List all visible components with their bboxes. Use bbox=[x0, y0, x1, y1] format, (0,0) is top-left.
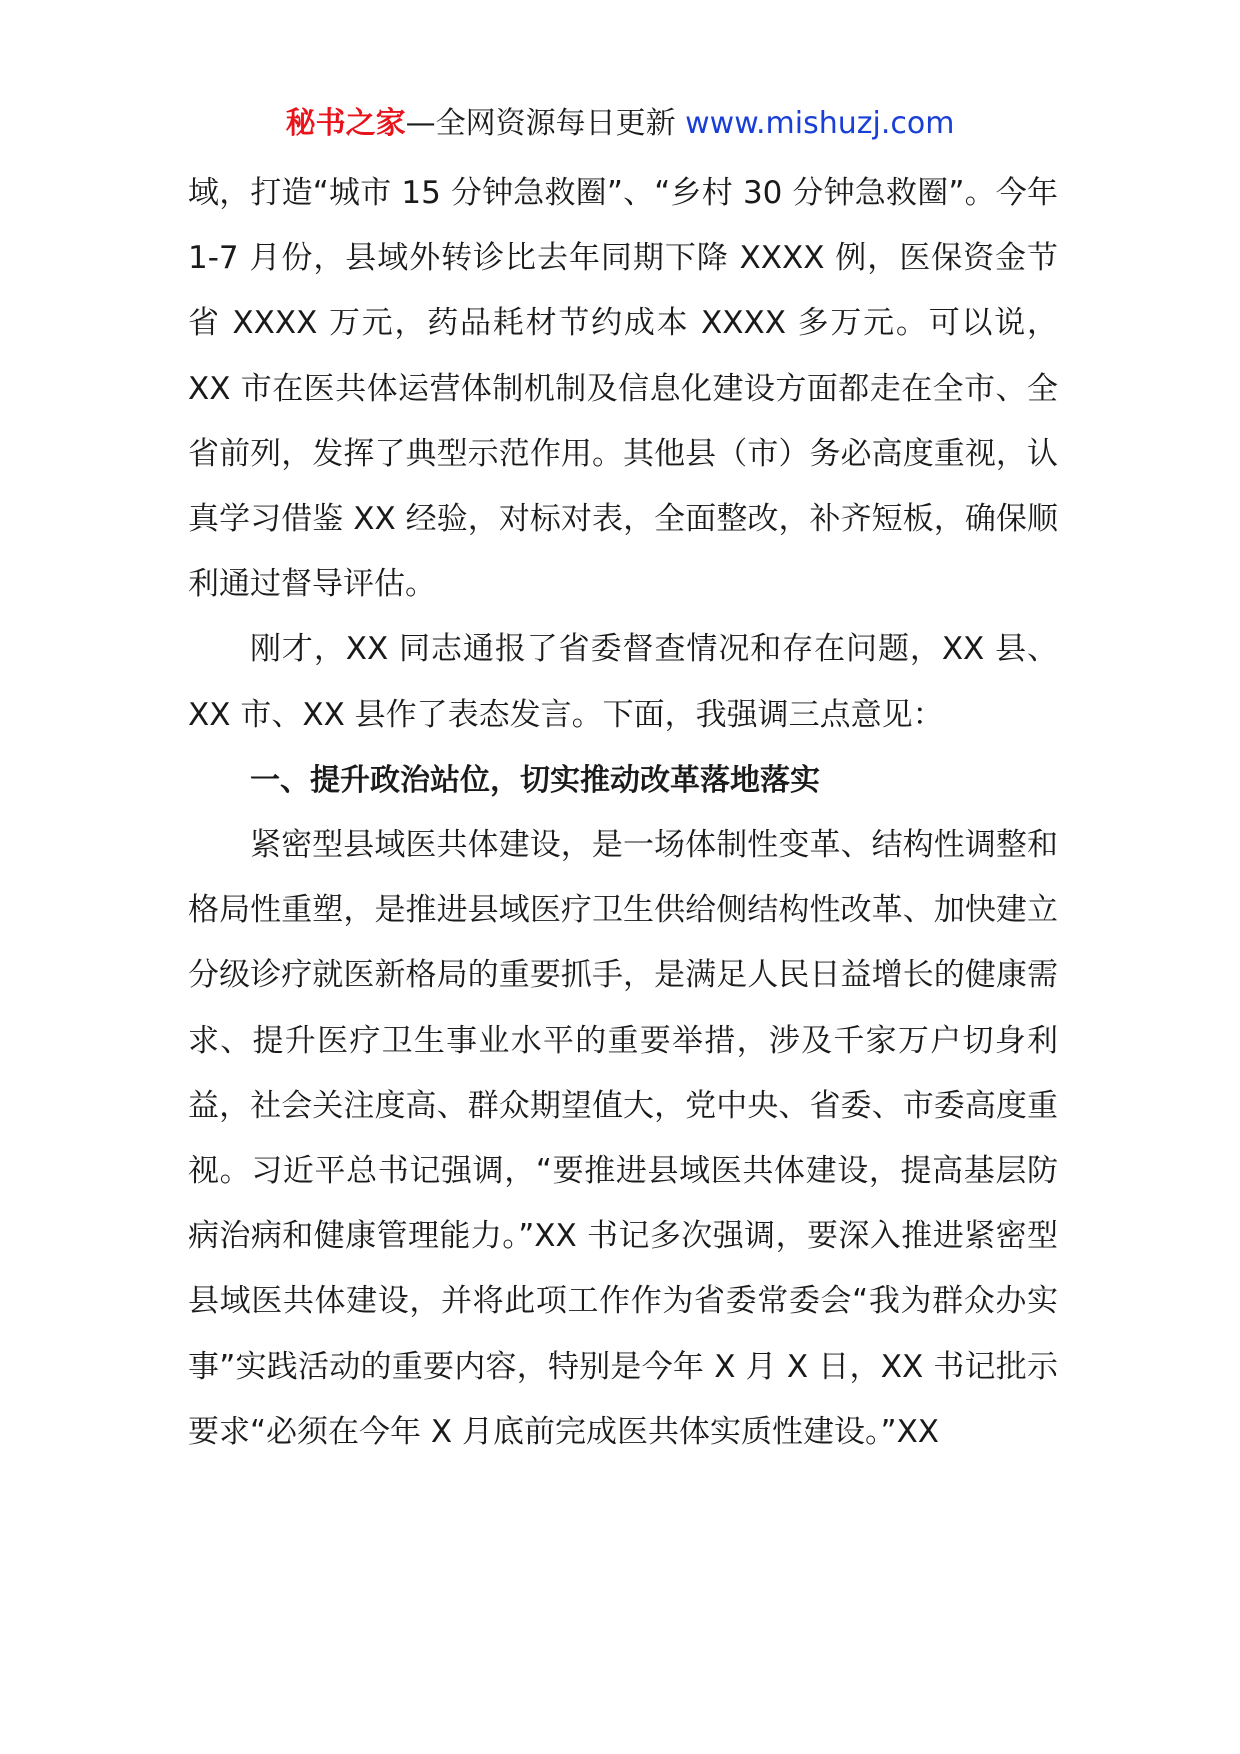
paragraph-intro: 刚才，XX 同志通报了省委督查情况和存在问题，XX 县、XX 市、XX 县作了表态发言。下面，我强调三点意见： bbox=[188, 631, 1058, 733]
header-tagline: —全网资源每日更新 bbox=[405, 106, 676, 141]
header-url-link[interactable]: www.mishuzj.com bbox=[685, 106, 955, 141]
paragraph-section-1: 紧密型县域医共体建设，是一场体制性变革、结构性调整和格局性重塑，是推进县域医疗卫生供给侧结构性改革、加快建立分级诊疗就医新格局的重要抓手，是满足人民日益增长的健康需求、提升医疗卫生事业水平的重要举措，涉及千家万户切身利益，社会关注度高、群众期望值大，党中央、省委、市委高度重视。习近平总书记强调，“要推进县域医共体建设，提高基层防病治病和健康管理能力。”XX 书记多次强调，要深入推进紧密型县域医共体建设，并将此项工作作为省委常委会“我为群众办实事”实践活动的重要内容，特别是今年 X 月 X 日，XX 书记批示要求“必须在今年 X 月底前完成医共体实质性建设。”XX bbox=[188, 827, 1058, 1450]
page-header bbox=[0, 104, 1240, 144]
section-heading-1: 一、提升政治站位，切实推动改革落地落实 bbox=[250, 762, 820, 798]
document-body bbox=[188, 161, 1058, 1465]
paragraph-continuation: 域，打造“城市 15 分钟急救圈”、“乡村 30 分钟急救圈”。今年 1-7 月份，县域外转诊比去年同期下降 XXXX 例，医保资金节省 XXXX 万元，药品耗材节约成本 XXXX 多万元。可以说，XX 市在医共体运营体制机制及信息化建设方面都走在全市、全省前列，发挥了典型示范作用。其他县（市）务必高度重视，认真学习借鉴 XX 经验，对标对表，全面整改，补齐短板，确保顺利通过督导评估。 bbox=[188, 175, 1058, 603]
header-brand: 秘书之家 bbox=[285, 106, 406, 141]
